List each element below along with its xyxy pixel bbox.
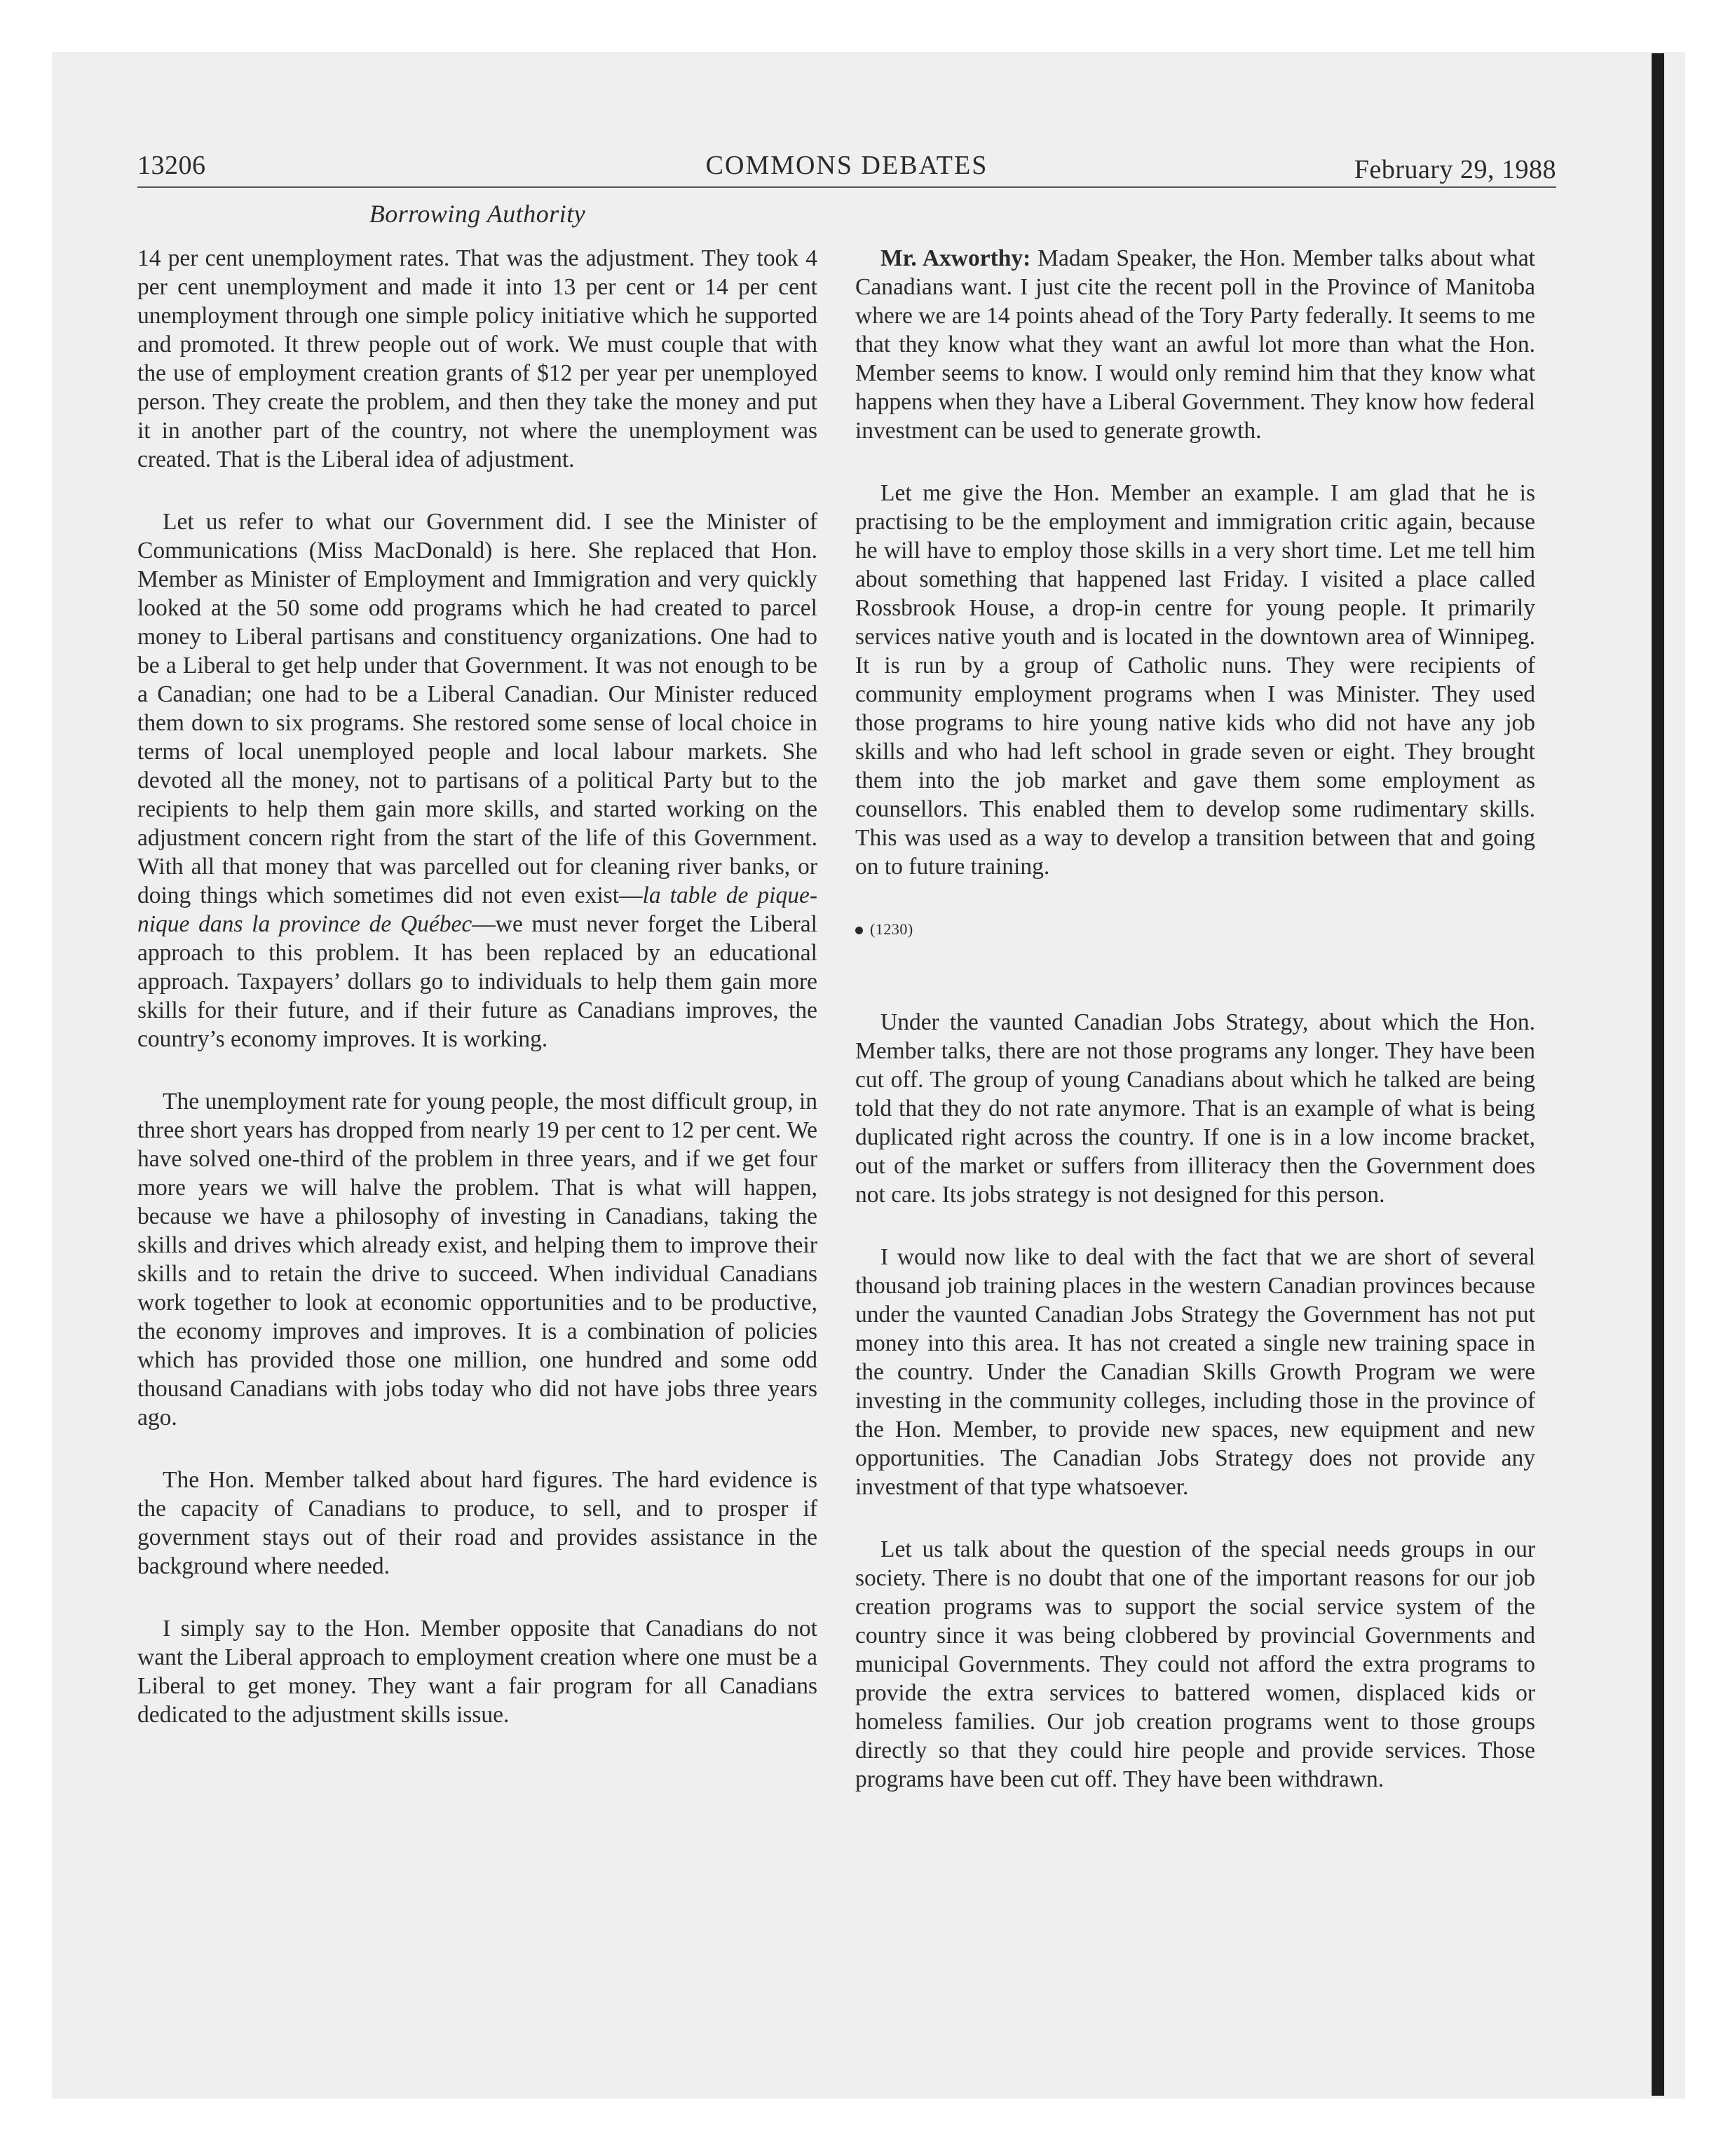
left-paragraph-2-text-a: Let us refer to what our Government did. I see the Minister of Communications (Miss MacDonald) is here. She replaced that Hon. Member as Minister of Employment and Immigration and very quickly looked at the 50 some odd programs which he had created to parcel money to Liberal partisans and constituency organizations. One had to be a Liberal to get help under that Government. It was not enough to be a Canadian; one had to be a Liberal Canadian. Our Minister reduced them down to six programs. She restored some sense of local choice in terms of local unemployed people and local labour markets. She devoted all the money, not to partisans of a political Party but to the recipients to help them gain more skills, and started working on the adjustment concern right from the start of the life of this Government. With all that money that was parcelled out for cleaning river banks, or doing things which sometimes did not even exist—: [137, 509, 817, 908]
french-quote: la table de pique-nique dans la province de Québec: [137, 882, 817, 937]
time-marker-label: (1230): [870, 920, 913, 938]
right-paragraph-1: [855, 244, 1535, 445]
speaker-name: Mr. Axworthy:: [880, 245, 1031, 271]
header-rule: [137, 186, 1556, 188]
publication-title: COMMONS DEBATES: [705, 151, 988, 180]
left-paragraph-3: The unemployment rate for young people, the most difficult group, in three short years has dropped from nearly 19 per cent to 12 per cent. We have solved one-third of the problem in three years, and if we get four more years we will halve the problem. That is what will happen, because we have a philosophy of investing in Canadians, taking the skills and drives which already exist, and helping them to improve their skills and to retain the drive to succeed. When individual Canadians work together to look at economic opportunities and to be productive, the economy improves and improves. It is a combination of policies which has provided those one million, one hundred and some odd thousand Canadians with jobs today who did not have jobs three years ago.: [137, 1089, 817, 1431]
left-column: [137, 244, 817, 1763]
section-subhead: Borrowing Authority: [369, 200, 586, 228]
right-paragraph-5: Let us talk about the question of the special needs groups in our society. There is no doubt that one of the important reasons for our job creation programs was to support the social service system of the country since it was being clobbered by provincial Governments and municipal Governments. They could not afford the extra programs to provide the extra services to battered women, displaced kids or homeless families. Our job creation programs went to those groups directly so that they could hire people and provide services. Those programs have been cut off. They have been withdrawn.: [855, 1536, 1535, 1792]
left-paragraph-2: [137, 507, 817, 1053]
page-number: 13206: [137, 151, 206, 180]
left-paragraph-1: 14 per cent unemployment rates. That was the adjustment. They took 4 per cent unemployment and made it into 13 per cent or 14 per cent unemployment through one simple policy initiative which he supported and promoted. It threw people out of work. We must couple that with the use of employment creation grants of $12 per year per unemployed person. They create the problem, and then they take the money and put it in another part of the country, not where the unemployment was created. That is the Liberal idea of adjustment.: [137, 245, 817, 472]
right-column: [855, 244, 1535, 1827]
left-paragraph-5: I simply say to the Hon. Member opposite that Canadians do not want the Liberal approach to employment creation where one must be a Liberal to get money. They want a fair program for all Canadians dedicated to the adjustment skills issue.: [137, 1616, 817, 1728]
right-paragraph-4: I would now like to deal with the fact that we are short of several thousand job training places in the western Canadian provinces because under the vaunted Canadian Jobs Strategy the Government has not put money into this area. It has not created a single new training space in the country. Under the Canadian Skills Growth Program we were investing in the community colleges, including those in the province of the Hon. Member, to provide new spaces, new equipment and new opportunities. The Canadian Jobs Strategy does not provide any investment of that type whatsoever.: [855, 1244, 1535, 1500]
right-paragraph-1-text: Madam Speaker, the Hon. Member talks about what Canadians want. I just cite the recent poll in the Province of Manitoba where we are 14 points ahead of the Tory Party federally. It seems to me that they know what they want an awful lot more than what the Hon. Member seems to know. I would only remind him that they know what happens when they have a Liberal Government. They know how federal investment can be used to generate growth.: [855, 245, 1535, 444]
publication-date: February 29, 1988: [1354, 155, 1556, 184]
bullet-icon: [855, 927, 863, 934]
marker-spacer: [855, 943, 1535, 1008]
scan-edge-shadow: [1652, 53, 1664, 2096]
left-paragraph-4: The Hon. Member talked about hard figures. The hard evidence is the capacity of Canadians to produce, to sell, and to prosper if government stays out of their road and provides assistance in the background where needed.: [137, 1467, 817, 1579]
left-paragraph-2-text-b: —we must never forget the Liberal approach to this problem. It has been replaced by an educational approach. Taxpayers’ dollars go to individuals to help them gain more skills for their future, and if their future as Canadians improves, the country’s economy improves. It is working.: [137, 911, 817, 1052]
right-paragraph-3: Under the vaunted Canadian Jobs Strategy, about which the Hon. Member talks, there are not those programs any longer. They have been cut off. The group of young Canadians about which he talked are being told that they do not rate anymore. That is an example of what is being duplicated right across the country. If one is in a low income bracket, out of the market or suffers from illiteracy then the Government does not care. Its jobs strategy is not designed for this person.: [855, 1009, 1535, 1208]
right-paragraph-2: Let me give the Hon. Member an example. I am glad that he is practising to be the employment and immigration critic again, because he will have to employ those skills in a very short time. Let me tell him about something that happened last Friday. I visited a place called Rossbrook House, a drop-in centre for young people. It primarily services native youth and is located in the downtown area of Winnipeg. It is run by a group of Catholic nuns. They were recipients of community employment programs when I was Minister. They used those programs to hire young native kids who did not have any job skills and who had left school in grade seven or eight. They brought them into the job market and gave them some employment as counsellors. This enabled them to develop some rudimentary skills. This was used as a way to develop a transition between that and going on to future training.: [855, 480, 1535, 880]
time-marker: [855, 915, 1535, 943]
page-header: [137, 150, 1556, 185]
